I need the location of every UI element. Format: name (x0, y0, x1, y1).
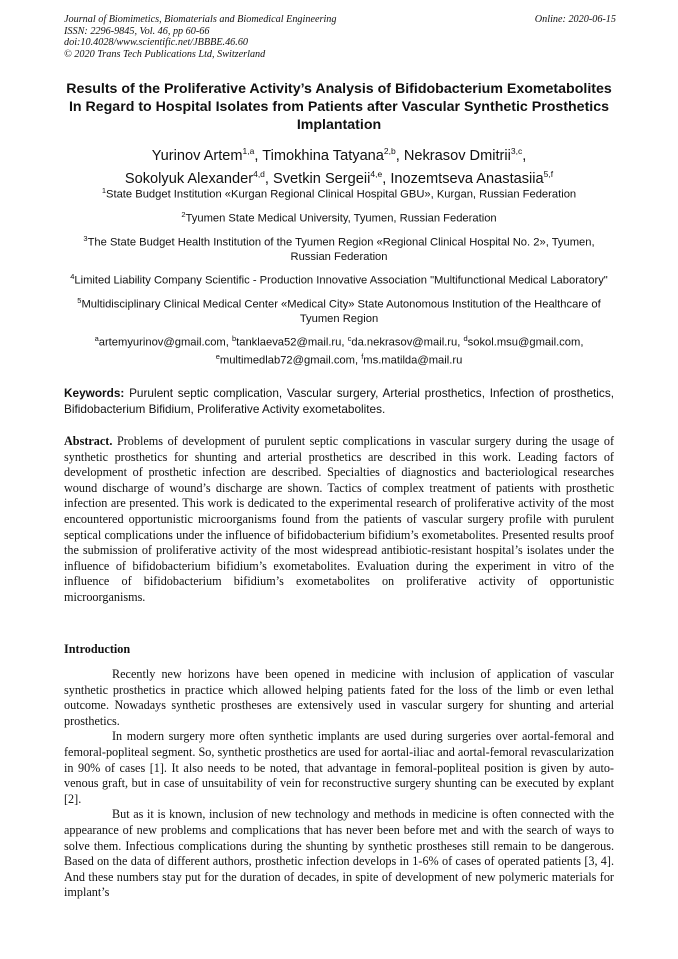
keywords (64, 386, 614, 417)
affiliation-1: $^1$State Budget Institution «Kurgan Regional Clinical Hospital GBU», Kurgan, Russian Federation (101, 186, 577, 201)
email-link[interactable]: artemyurinov@gmail.com, (98, 336, 232, 349)
author: Yurinov Artem$^{1,a}$ (151, 146, 255, 164)
paper-title: Results of the Proliferative Activity’s Analysis of Bifidobacterium Exometabolites In Regard to Hospital Isolates from Patients after Vascular Synthetic Prosthetics Implantation (66, 81, 612, 133)
keywords-text: Purulent septic complication, Vascular surgery, Arterial prosthetics, Infection of prosthetics, Bifidobacterium Bifidium, Proliferative Activity exometabolites. (64, 386, 614, 416)
affiliation-5: $^5$Multidisciplinary Clinical Medical Center «Medical City» State Autonomous Institution of the Healthcare of Tyumen Region (77, 295, 601, 325)
issn-line: ISSN: 2296-9845, Vol. 46, pp 60-66 (64, 25, 210, 37)
abstract-label: Abstract. (64, 434, 113, 448)
section-heading-introduction: Introduction (64, 642, 131, 656)
doi-line: doi:10.4028/www.scientific.net/JBBBE.46.60 (64, 37, 249, 49)
author-emails: $^a$artemyurinov@gmail.com, $^b$tanklaeva52@mail.ru, $^c$da.nekrasov@mail.ru, $^d$sokol.msu@gmail.com, $^e$multimedlab72@gmail.com, $^f$ms.matilda@mail.ru (94, 334, 584, 367)
email-link[interactable]: ms.matilda@mail.ru (363, 354, 463, 367)
email-link[interactable]: tanklaeva52@mail.ru, (236, 336, 348, 349)
affiliation-3: $^3$The State Budget Health Institution of the Tyumen Region «Regional Clinical Hospital No. 2», Tyumen, Russian Federation (83, 233, 595, 263)
email-link[interactable]: da.nekrasov@mail.ru, (351, 336, 464, 349)
author: Sokolyuk Alexander$^{4,d}$ (124, 169, 265, 188)
author: Timokhina Tatyana$^{2,b}$ (262, 146, 396, 164)
abstract (64, 434, 614, 606)
journal-name: Journal of Biomimetics, Biomaterials and Biomedical Engineering (64, 14, 337, 25)
email-link[interactable]: sokol.msu@gmail.com, (467, 336, 584, 349)
journal-header (64, 14, 616, 60)
paragraph: Recently new horizons have been opened in medicine with inclusion of application of vascular synthetic prosthetics in practice which allowed helping patients fated for the loss of the limb or even lethal outcome. Nowadays synthetic prostheses are extensively used in vascular surgery for shunting and arterial prosthetics. (64, 667, 614, 728)
introduction-body (64, 667, 614, 901)
keywords-label: Keywords: (64, 386, 125, 400)
affiliations (64, 184, 614, 374)
paragraph: But as it is known, inclusion of new technology and methods in medicine is often connected with the appearance of new problems and complications that has never been before met and with the search of ways to solve them. Infectious complications during the shunting by synthetic prostheses still remain to be dangerous. Based on the data of different authors, prosthetic infection develops in 1-6% of cases of operated patients [3, 4]. And these numbers stay put for the duration of decades, in spite of development of new polymeric materials for implant’s (64, 807, 614, 900)
author: Inozemtseva Anastasiia$^{5,f}$ (390, 169, 554, 188)
email-link[interactable]: multimedlab72@gmail.com, (219, 354, 362, 367)
copyright-line: © 2020 Trans Tech Publications Ltd, Switzerland (64, 48, 266, 60)
abstract-text: Problems of development of purulent septic complications in vascular surgery during the usage of synthetic prosthetics for shunting and arterial prosthetics are described in this work. Leading factors of development of prosthetic infection are described. Specialties of diagnostics and bacteriological researches wound discharge of wound’s discharge are shown. Tactics of complex treatment of patients with prosthetic infection are presented. This work is dedicated to the experimental research of proliferative activity of the most encountered opportunistic microorganisms found from the patients of vascular surgery profile with purulent septical complications under the influence of bifidobacterium bifidium’s exometabolites. Presented results proof the submission of proliferative activity of the most widespread antibiotic-resistant hospital’s isolates under the influence of bifidobacterium bifidium’s exometabolites. Evaluation during the experiment in vitro of the influence of bifidobacterium bifidium’s exometabolites on proliferative activity of opportunistic microorganisms. (64, 434, 614, 604)
author: Svetkin Sergeii$^{4,e}$ (273, 169, 383, 188)
affiliation-4: $^4$Limited Liability Company Scientific - Production Innovative Association "Multifunctional Medical Laboratory" (70, 272, 608, 287)
author: Nekrasov Dmitrii$^{3,c}$ (403, 146, 523, 164)
online-date: Online: 2020-06-15 (534, 14, 616, 25)
paragraph: In modern surgery more often synthetic implants are used during surgeries over aortal-femoral and femoral-popliteal segment. So, synthetic prosthetics are used for aortal-iliac and aortal-femoral revascularization in 90% of cases [1]. It also needs to be noted, that advantage in femoral-popliteal position is given by auto-venous graft, but in case of unsuitability of vein for reconstructive surgery shunting can be executed by explant [2]. (64, 729, 614, 806)
author-list: Yurinov Artem$^{1,a}$, Timokhina Tatyana$^{2,b}$, Nekrasov Dmitrii$^{3,c}$, Sokolyuk Alexander$^{4,d}$, Svetkin Sergeii$^{4,e}$, Inozemtseva Anastasiia$^{5,f}$ (124, 146, 554, 188)
affiliation-2: $^2$Tyumen State Medical University, Tyumen, Russian Federation (181, 209, 497, 225)
